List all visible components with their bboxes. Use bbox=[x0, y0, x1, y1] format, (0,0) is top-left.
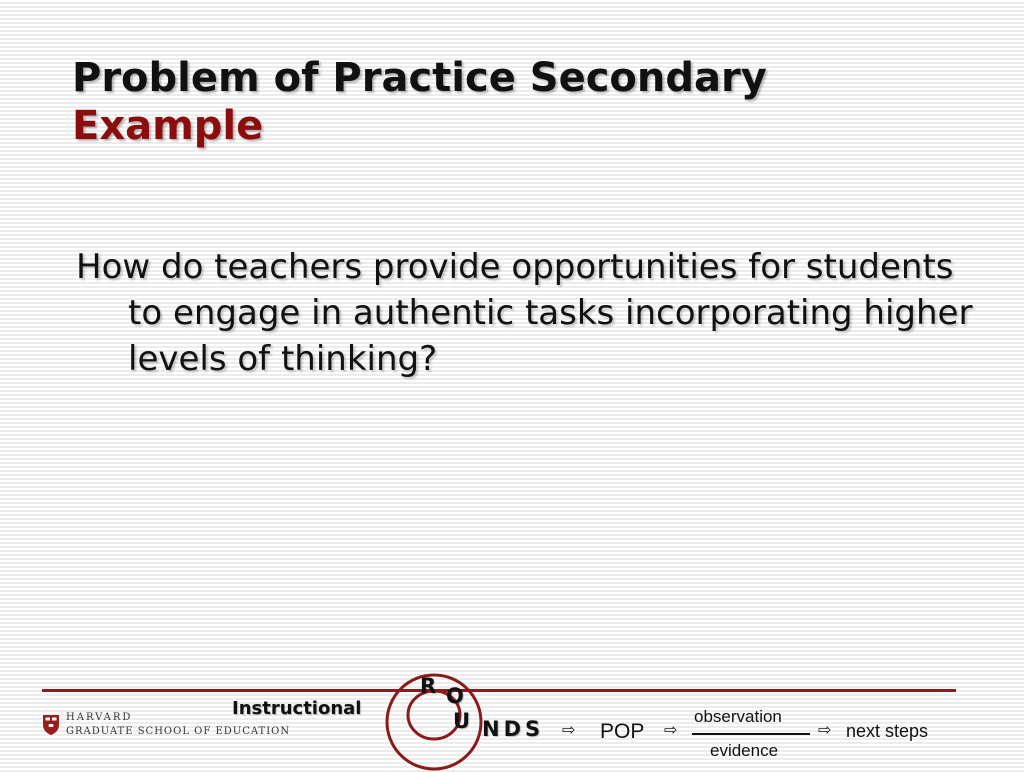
rounds-letter-u: U bbox=[453, 709, 471, 733]
slide-body-question: How do teachers provide opportunities for students to engage in authentic tasks incorporating higher levels of thinking? bbox=[76, 247, 973, 379]
arrow-right-icon: ⇨ bbox=[818, 720, 832, 739]
rounds-letter-o: O bbox=[446, 684, 464, 708]
next-steps-label: next steps bbox=[846, 721, 929, 741]
observation-label: observation bbox=[694, 707, 782, 726]
rounds-letters-nds: NDS bbox=[482, 717, 545, 741]
slide-title-line1: Problem of Practice Secondary bbox=[72, 55, 767, 101]
fraction-bar bbox=[692, 733, 810, 735]
logo-line2: GRADUATE SCHOOL OF EDUCATION bbox=[66, 726, 291, 737]
rounds-letter-r: R bbox=[420, 674, 437, 698]
pop-label: POP bbox=[600, 720, 645, 743]
logo-line1: HARVARD bbox=[66, 712, 133, 723]
arrow-right-icon: ⇨ bbox=[562, 720, 576, 739]
instructional-label: Instructional bbox=[232, 698, 362, 719]
slide-title bbox=[72, 54, 767, 150]
arrow-right-icon: ⇨ bbox=[664, 720, 678, 739]
evidence-label: evidence bbox=[710, 741, 779, 760]
harvard-shield-icon bbox=[42, 714, 60, 736]
slide-title-line2: Example bbox=[72, 103, 264, 149]
